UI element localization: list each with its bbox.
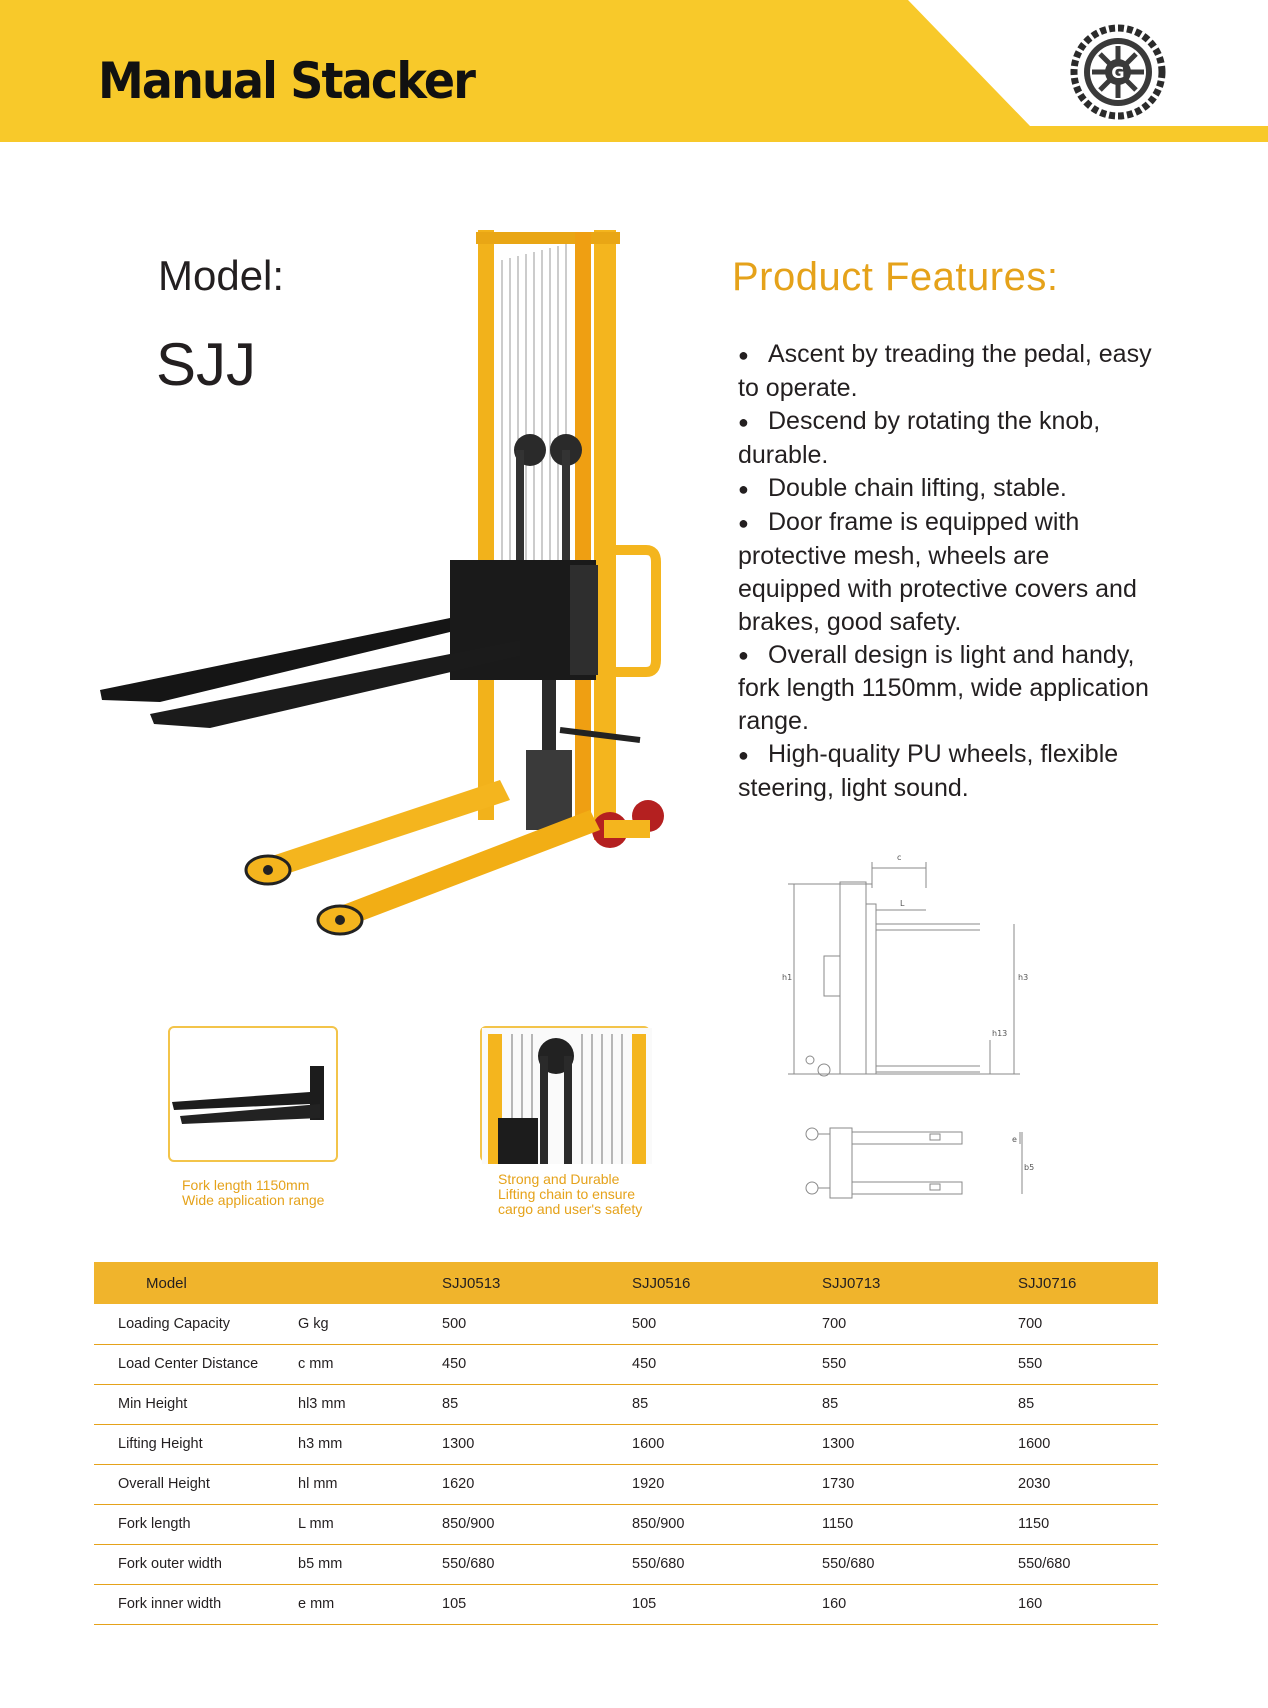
- bullet-icon: ●: [738, 512, 749, 533]
- side-view-diagram: [780, 846, 1030, 1086]
- bullet-icon: ●: [738, 411, 749, 432]
- cell-value: 1150: [822, 1504, 1018, 1544]
- row-unit: G kg: [298, 1304, 442, 1344]
- dim-h13-label: h13: [992, 1029, 1008, 1038]
- fork-thumbnail: [168, 1026, 338, 1162]
- row-unit: e mm: [298, 1584, 442, 1624]
- cell-value: 85: [822, 1384, 1018, 1424]
- cell-value: 105: [632, 1584, 822, 1624]
- spec-header-row: [94, 1262, 1158, 1304]
- cell-value: 850/900: [442, 1504, 632, 1544]
- cell-value: 85: [442, 1384, 632, 1424]
- row-unit: c mm: [298, 1344, 442, 1384]
- cell-value: 450: [442, 1344, 632, 1384]
- cell-value: 1600: [632, 1424, 822, 1464]
- features-title: Product Features:: [732, 255, 1059, 299]
- header-model: Model: [94, 1262, 298, 1304]
- model-value: SJJ: [156, 331, 257, 398]
- cell-value: 1600: [1018, 1424, 1158, 1464]
- chain-thumbnail: [480, 1026, 650, 1162]
- row-label: Load Center Distance: [94, 1344, 298, 1384]
- feature-item: ● Door frame is equipped with protective mesh, wheels are equipped with protective covers and brakes, good safety.: [738, 507, 1137, 636]
- bullet-icon: ●: [738, 645, 749, 666]
- cell-value: 500: [632, 1304, 822, 1344]
- row-unit: h3 mm: [298, 1424, 442, 1464]
- row-label: Min Height: [94, 1384, 298, 1424]
- header-sjj0716: SJJ0716: [1018, 1262, 1158, 1304]
- cell-value: 2030: [1018, 1464, 1158, 1504]
- header-sjj0516: SJJ0516: [632, 1262, 822, 1304]
- chain-caption: Strong and Durable Lifting chain to ensure cargo and user's safety: [498, 1171, 643, 1217]
- bullet-icon: ●: [738, 745, 749, 766]
- feature-item: ● Descend by rotating the knob, durable.: [738, 406, 1101, 469]
- cell-value: 550: [1018, 1344, 1158, 1384]
- header-unit: [298, 1262, 442, 1304]
- header-sjj0713: SJJ0713: [822, 1262, 1018, 1304]
- cell-value: 850/900: [632, 1504, 822, 1544]
- dim-b5-label: b5: [1024, 1163, 1035, 1172]
- table-row: [94, 1544, 1158, 1584]
- cell-value: 105: [442, 1584, 632, 1624]
- row-unit: hl3 mm: [298, 1384, 442, 1424]
- row-label: Fork length: [94, 1504, 298, 1544]
- page-title: Manual Stacker: [98, 52, 475, 110]
- cell-value: 500: [442, 1304, 632, 1344]
- cell-value: 550/680: [822, 1544, 1018, 1584]
- fork-caption: Fork length 1150mm Wide application range: [182, 1177, 325, 1208]
- bullet-icon: ●: [738, 344, 749, 365]
- table-row: [94, 1464, 1158, 1504]
- cell-value: 1730: [822, 1464, 1018, 1504]
- header-sjj0513: SJJ0513: [442, 1262, 632, 1304]
- cell-value: 700: [1018, 1304, 1158, 1344]
- cell-value: 1300: [822, 1424, 1018, 1464]
- feature-item: ● High-quality PU wheels, flexible steering, light sound.: [738, 740, 1119, 803]
- cell-value: 85: [1018, 1384, 1158, 1424]
- cell-value: 85: [632, 1384, 822, 1424]
- cell-value: 160: [1018, 1584, 1158, 1624]
- manual-stacker-image: [100, 220, 680, 1020]
- top-view-diagram: [800, 1118, 1035, 1208]
- model-label: Model:: [158, 252, 285, 299]
- cell-value: 1300: [442, 1424, 632, 1464]
- dim-h3-label: h3: [1018, 973, 1029, 982]
- cell-value: 550/680: [1018, 1544, 1158, 1584]
- cell-value: 160: [822, 1584, 1018, 1624]
- cell-value: 550/680: [632, 1544, 822, 1584]
- row-label: Fork inner width: [94, 1584, 298, 1624]
- chain-image: [482, 1028, 652, 1164]
- feature-item: ● Ascent by treading the pedal, easy to operate.: [738, 340, 1152, 402]
- table-row: [94, 1584, 1158, 1624]
- brand-logo-icon: [1070, 24, 1166, 120]
- table-row: [94, 1344, 1158, 1384]
- row-label: Overall Height: [94, 1464, 298, 1504]
- row-label: Loading Capacity: [94, 1304, 298, 1344]
- dim-c-label: c: [897, 853, 902, 862]
- dim-e-label: e: [1012, 1135, 1017, 1144]
- cell-value: 450: [632, 1344, 822, 1384]
- cell-value: 550: [822, 1344, 1018, 1384]
- feature-item: ● Double chain lifting, stable.: [738, 472, 1158, 506]
- svg-text:G: G: [1111, 63, 1125, 82]
- row-label: Fork outer width: [94, 1544, 298, 1584]
- cell-value: 1620: [442, 1464, 632, 1504]
- cell-value: 550/680: [442, 1544, 632, 1584]
- cell-value: 700: [822, 1304, 1018, 1344]
- table-row: [94, 1424, 1158, 1464]
- bullet-icon: ●: [738, 478, 749, 499]
- row-unit: hl mm: [298, 1464, 442, 1504]
- cell-value: 1150: [1018, 1504, 1158, 1544]
- table-row: [94, 1304, 1158, 1344]
- row-unit: L mm: [298, 1504, 442, 1544]
- cell-value: 1920: [632, 1464, 822, 1504]
- features-list: [738, 338, 1158, 805]
- feature-item: ● Overall design is light and handy, fork length 1150mm, wide application range.: [738, 640, 1149, 736]
- dim-h1-label: h1: [782, 973, 793, 982]
- fork-image: [170, 1028, 340, 1164]
- table-row: [94, 1504, 1158, 1544]
- row-label: Lifting Height: [94, 1424, 298, 1464]
- table-row: [94, 1384, 1158, 1424]
- row-unit: b5 mm: [298, 1544, 442, 1584]
- dim-L-label: L: [900, 899, 905, 908]
- spec-table: [94, 1262, 1158, 1625]
